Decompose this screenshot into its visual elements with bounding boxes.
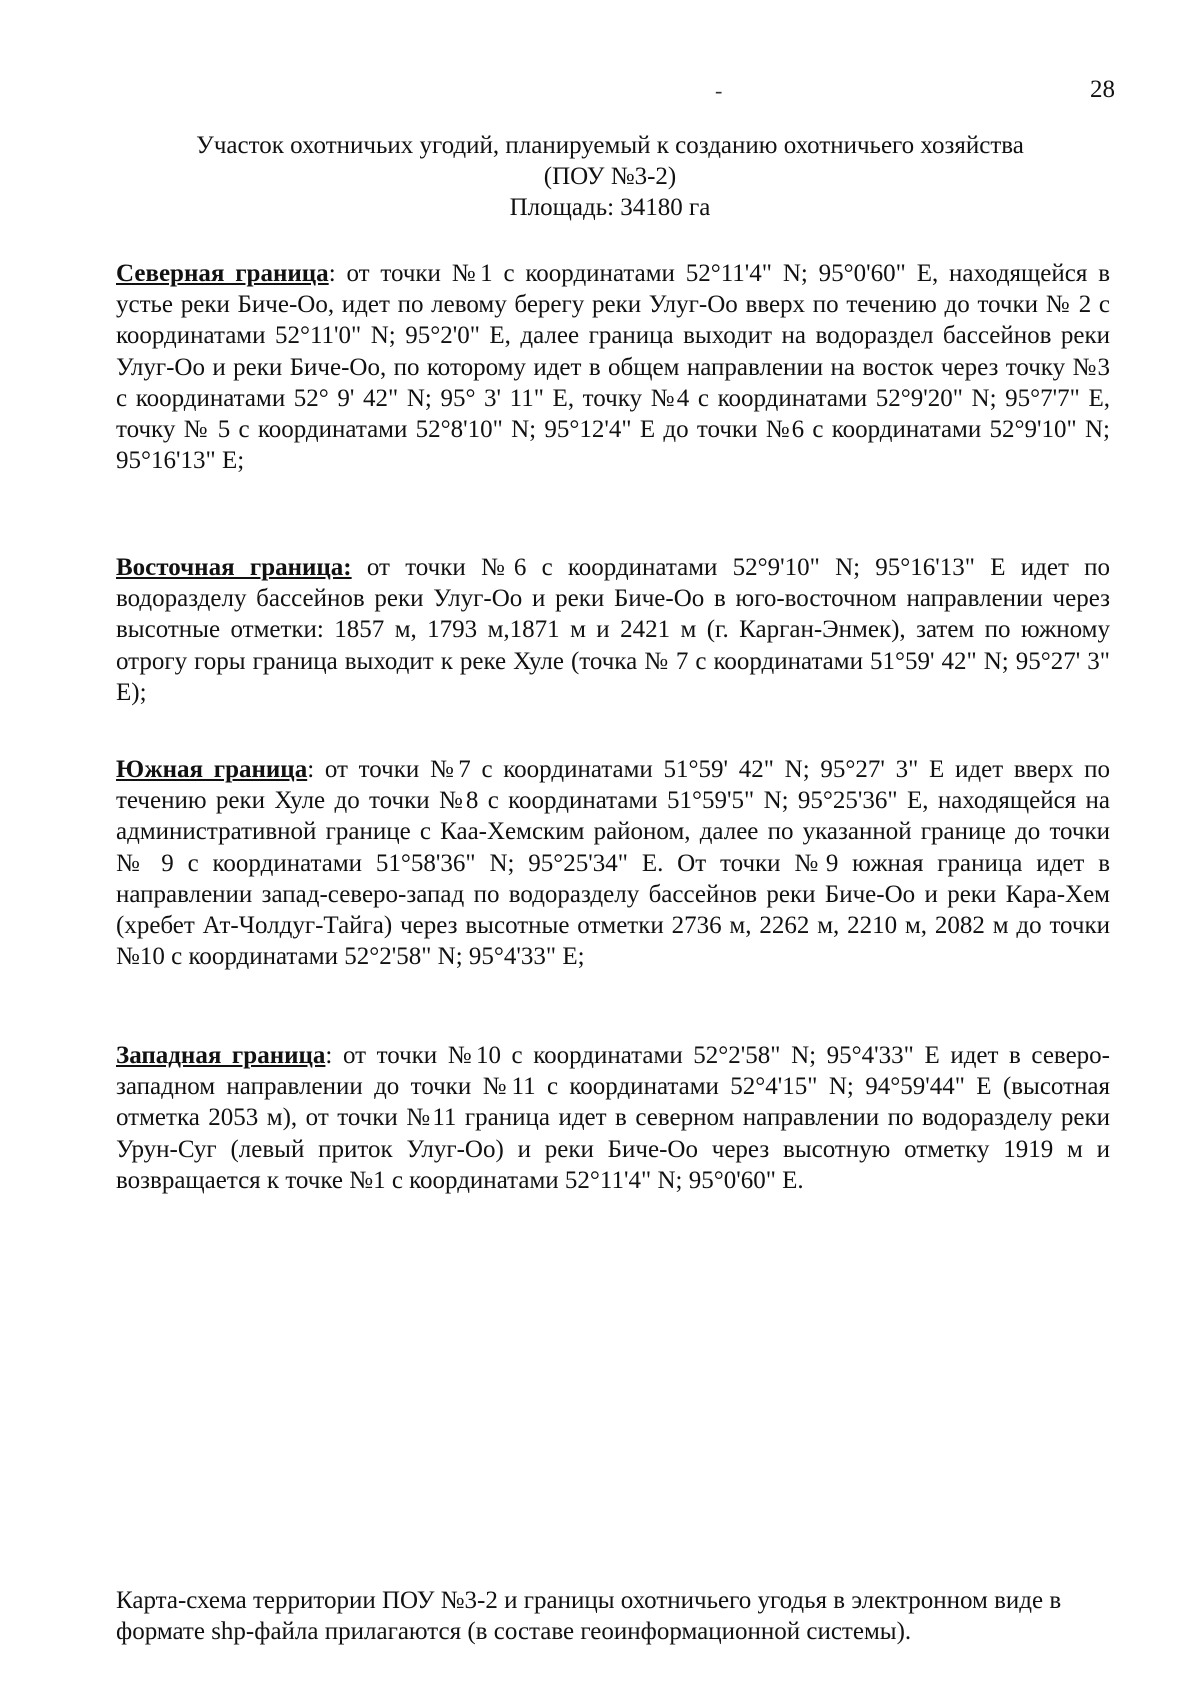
scan-artifact-dash: - [715,78,723,103]
south-boundary-section [116,754,1110,972]
north-boundary-section [116,258,1110,476]
west-boundary-separator: : [325,1042,333,1069]
document-title: Участок охотничьих угодий, планируемый к созданию охотничьего хозяйства [196,132,1024,159]
south-boundary-text: от точки №7 с координатами 51°59' 42" N; 95°27' 3" E идет вверх по течению реки Хуле до точки №8 с координатами 51°59'5" N; 95°25'36" E, находящейся на административной границе с Каа-Хемским районом, далее по указанной границе до точки № 9 с координатами 51°58'36" N; 95°25'34" E. От точки №9 южная граница идет в направлении запад-северо-запад по водоразделу бассейнов реки Биче-Оо и реки Кара-Хем (хребет Ат-Чолдуг-Тайга) через высотные отметки 2736 м, 2262 м, 2210 м, 2082 м до точки №10 с координатами 52°2'58" N; 95°4'33" E; [116,756,1110,971]
north-boundary-text: от точки №1 с координатами 52°11'4" N; 95°0'60" E, находящейся в устье реки Биче-Оо, идет по левому берегу реки Улуг-Оо вверх по течению до точки № 2 с координатами 52°11'0" N; 95°2'0" E, далее граница выходит на водораздел бассейнов реки Улуг-Оо и реки Биче-Оо, по которому идет в общем направлении на восток через точку №3 с координатами 52° 9' 42" N; 95° 3' 11" E, точку №4 с координатами 52°9'20" N; 95°7'7" E, точку № 5 с координатами 52°8'10" N; 95°12'4" E до точки №6 с координатами 52°9'10" N; 95°16'13" E; [116,260,1111,475]
map-scheme-note: Карта-схема территории ПОУ №3-2 и границы охотничьего угодья в электронном виде в формате shp-файла прилагаются (в составе геоинформационной системы). [116,1587,1062,1646]
east-boundary-heading: Восточная граница: [116,554,352,581]
west-boundary-section [116,1040,1110,1196]
document-area: Площадь: 34180 га [509,194,711,221]
east-boundary-text: от точки №6 с координатами 52°9'10" N; 95°16'13" E идет по водоразделу бассейнов реки Улуг-Оо и реки Биче-Оо в юго-восточном направлении через высотные отметки: 1857 м, 1793 м,1871 м и 2421 м (г. Карган-Энмек), затем по южному отрогу горы граница выходит к реке Хуле (точка № 7 с координатами 51°59' 42" N; 95°27' 3" E); [116,554,1110,706]
west-boundary-heading: Западная граница [116,1042,326,1069]
south-boundary-separator: : [307,756,315,783]
page-number: 28 [1090,76,1115,103]
document-header [120,130,1100,223]
north-boundary-heading: Северная граница [116,260,329,287]
document-code: (ПОУ №3-2) [543,163,677,190]
east-boundary-section [116,552,1110,708]
north-boundary-separator: : [328,260,336,287]
west-boundary-text: от точки №10 с координатами 52°2'58" N; 95°4'33" E идет в северо-западном направлении до точки №11 с координатами 52°4'15" N; 94°59'44" E (высотная отметка 2053 м), от точки №11 граница идет в северном направлении по водоразделу реки Урун-Суг (левый приток Улуг-Оо) и реки Биче-Оо через высотную отметку 1919 м и возвращается к точке №1 с координатами 52°11'4" N; 95°0'60" E. [116,1042,1110,1194]
south-boundary-heading: Южная граница [116,756,308,783]
